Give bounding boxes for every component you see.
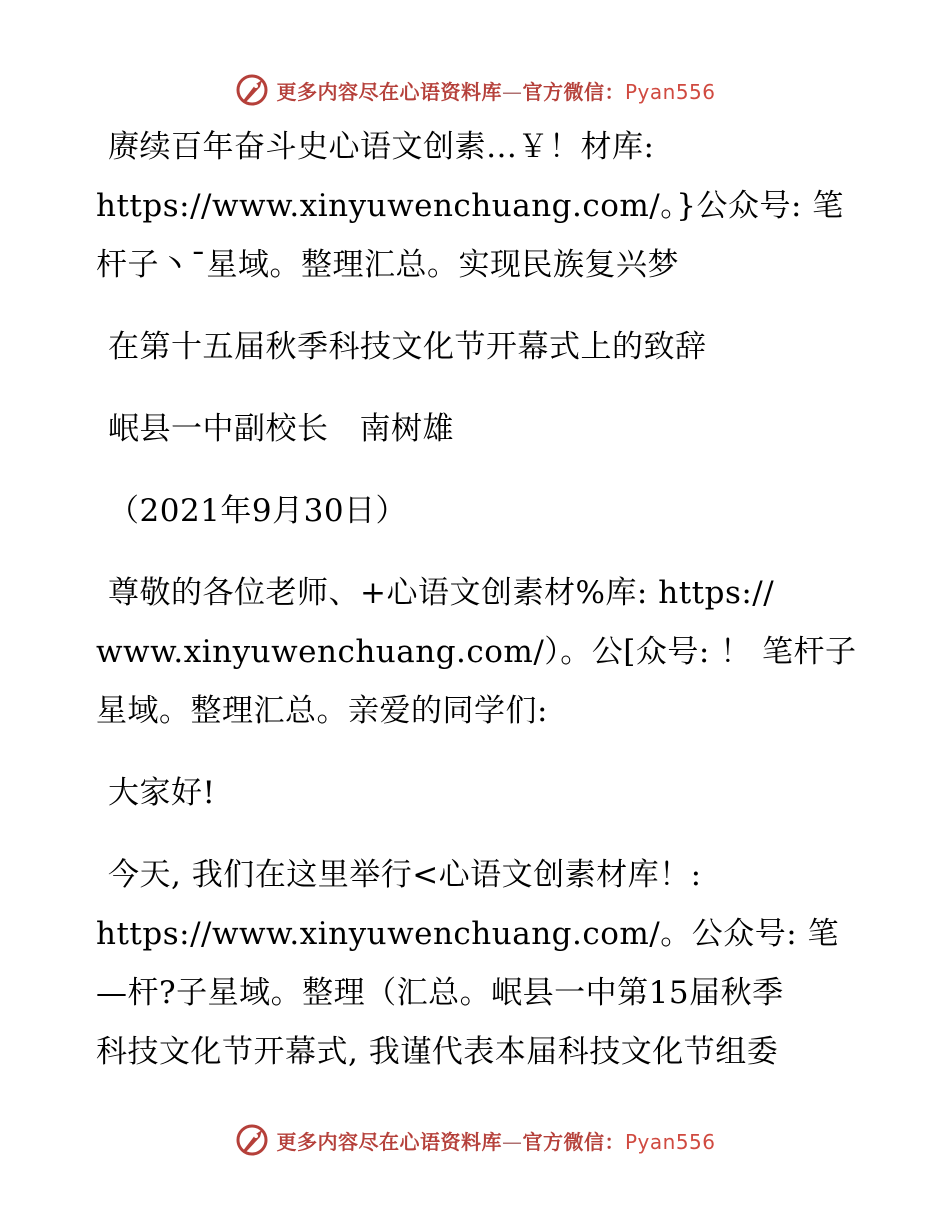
speech-author: 岷县一中副校长 南树雄 bbox=[108, 411, 455, 447]
body-line-3: —杆?子星域。整理（汇总。岷县一中第15届秋季 bbox=[96, 975, 784, 1011]
intro-line-3: 杆子丶¯星域。整理汇总。实现民族复兴梦 bbox=[96, 247, 679, 283]
banner-wechat-id: Pyan556 bbox=[624, 1129, 716, 1154]
pen-nib-logo-icon bbox=[234, 72, 270, 108]
salutation-line-2: www.xinyuwenchuang.com/）。公[众号: ！ 笔杆子 bbox=[96, 634, 857, 670]
banner-separator: — bbox=[501, 1129, 523, 1154]
banner-tail-text: 官方微信： bbox=[522, 1129, 625, 1154]
banner-wechat-id: Pyan556 bbox=[624, 79, 716, 104]
banner-main-text: 更多内容尽在心语资料库 bbox=[276, 79, 502, 104]
banner-text bbox=[276, 1126, 715, 1155]
banner-main-text: 更多内容尽在心语资料库 bbox=[276, 1129, 502, 1154]
speech-title: 在第十五届秋季科技文化节开幕式上的致辞 bbox=[108, 329, 707, 365]
salutation-line-3: 星域。整理汇总。亲爱的同学们: bbox=[96, 693, 548, 729]
speech-date: （2021年9月30日） bbox=[108, 493, 408, 529]
intro-line-2: https://www.xinyuwenchuang.com/。}公众号: 笔 bbox=[96, 188, 844, 224]
banner-separator: — bbox=[501, 79, 523, 104]
body-line-4: 科技文化节开幕式, 我谨代表本届科技文化节组委 bbox=[96, 1034, 779, 1070]
body-line-1: 今天, 我们在这里举行<心语文创素材库！: bbox=[108, 857, 702, 893]
banner-text bbox=[276, 76, 715, 105]
greeting: 大家好! bbox=[108, 775, 216, 811]
banner-tail-text: 官方微信： bbox=[522, 79, 625, 104]
footer-banner bbox=[0, 1120, 950, 1160]
salutation-line-1: 尊敬的各位老师、+心语文创素材%库: https:// bbox=[108, 575, 775, 611]
document-body bbox=[96, 118, 856, 1082]
body-line-2: https://www.xinyuwenchuang.com/。公众号: 笔 bbox=[96, 916, 840, 952]
header-banner bbox=[0, 70, 950, 110]
pen-nib-logo-icon bbox=[234, 1122, 270, 1158]
intro-line-1: 赓续百年奋斗史心语文创素…￥！材库: bbox=[108, 129, 655, 165]
